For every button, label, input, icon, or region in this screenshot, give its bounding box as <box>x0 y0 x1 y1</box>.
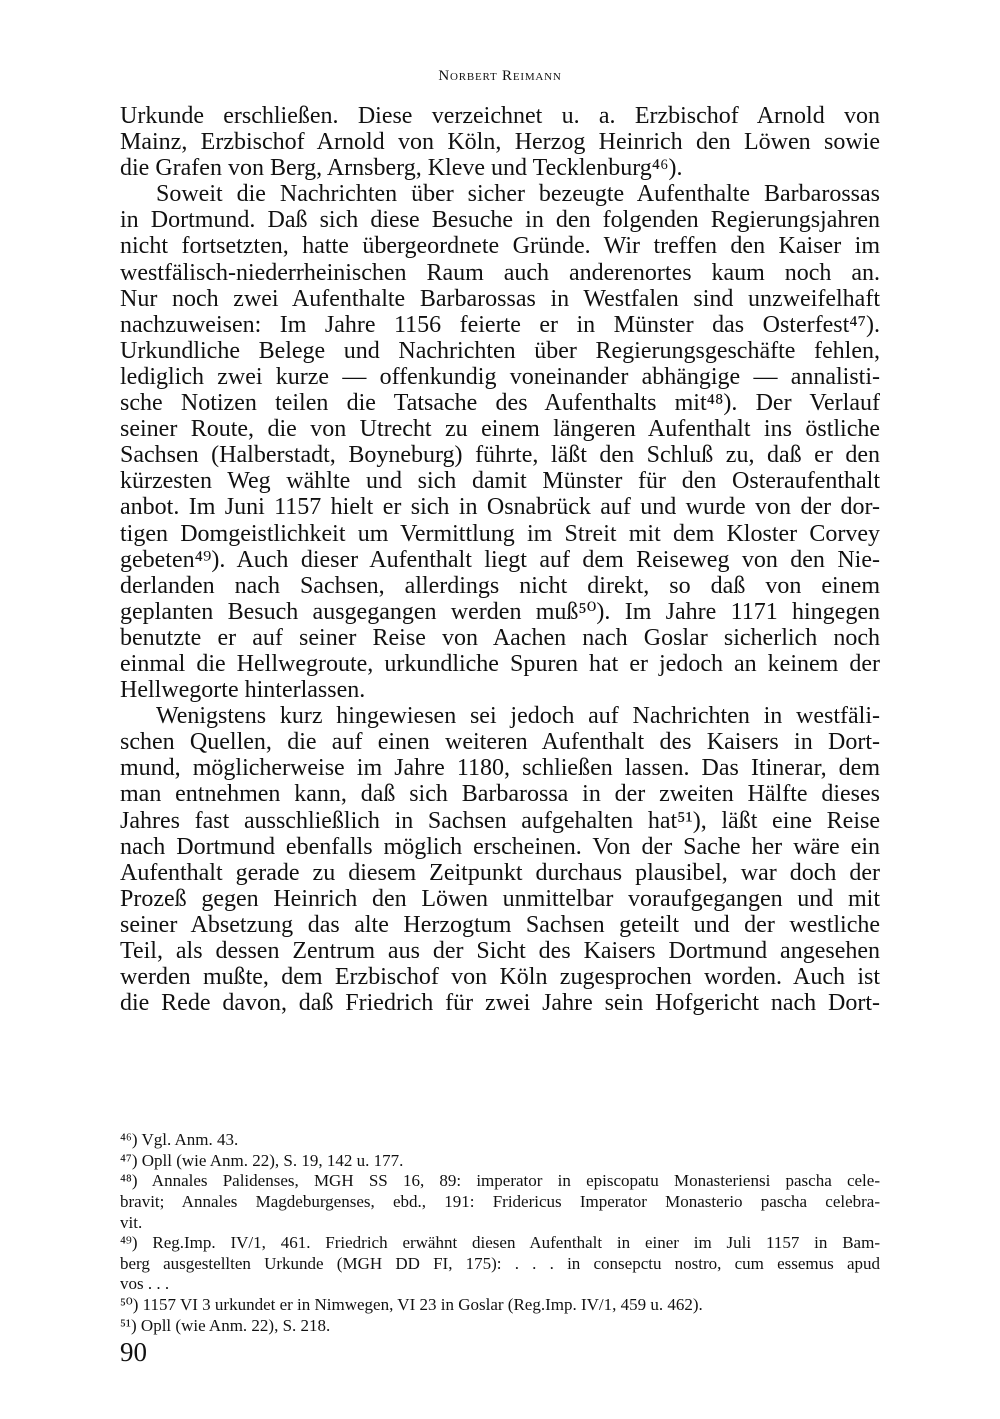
footnote: bravit; Annales Magdeburgenses, ebd., 191: Fridericus Imperator Monasterio pascha celebra- <box>120 1192 880 1212</box>
footnote: ⁴⁹) Reg.Imp. IV/1, 461. Friedrich erwähnt diesen Aufenthalt in einer im Juli 1157 in Bam- <box>120 1233 880 1253</box>
footnote: ⁴⁷) Opll (wie Anm. 22), S. 19, 142 u. 177. <box>120 1150 404 1170</box>
body-line: Jahres fast ausschließlich in Sachsen aufgehalten hat⁵¹), läßt eine Reise <box>120 807 880 834</box>
footnote: ⁴⁶) Vgl. Anm. 43. <box>120 1130 239 1150</box>
body-line: lediglich zwei kurze — offenkundig voneinander abhängige — annalisti- <box>120 363 880 390</box>
body-line: die Grafen von Berg, Arnsberg, Kleve und Tecklenburg⁴⁶). <box>120 155 683 182</box>
body-line: Soweit die Nachrichten über sicher bezeugte Aufenthalte Barbarossas <box>156 181 880 208</box>
footnote: berg ausgestellten Urkunde (MGH DD FI, 175): . . . in consepctu nostro, cum essemus apud <box>120 1253 880 1273</box>
body-line: nachzuweisen: Im Jahre 1156 feierte er in Münster das Osterfest⁴⁷). <box>120 311 880 338</box>
body-line: gebeten⁴⁹). Auch dieser Aufenthalt liegt auf dem Reiseweg von den Nie- <box>120 546 880 573</box>
body-line: werden mußte, dem Erzbischof von Köln zugesprochen worden. Auch ist <box>120 964 880 991</box>
body-line: Sachsen (Halberstadt, Boyneburg) führte, läßt den Schluß zu, daß er den <box>120 442 880 469</box>
body-line: schen Quellen, die auf einen weiteren Aufenthalt des Kaisers in Dort- <box>120 729 880 756</box>
body-line: einmal die Hellwegroute, urkundliche Spuren hat er jedoch an keinem der <box>120 650 880 677</box>
body-line: anbot. Im Juni 1157 hielt er sich in Osnabrück auf und wurde von der dor- <box>120 494 880 521</box>
body-line: nach Dortmund ebenfalls möglich erscheinen. Von der Sache her wäre ein <box>120 833 880 860</box>
body-text <box>120 103 880 1016</box>
body-line: seiner Absetzung das alte Herzogtum Sachsen geteilt und der westliche <box>120 911 880 938</box>
body-line: in Dortmund. Daß sich diese Besuche in den folgenden Regierungsjahren <box>120 207 880 234</box>
footnote: vos . . . <box>120 1274 170 1294</box>
footnote: ⁵⁰) 1157 VI 3 urkundet er in Nimwegen, VI 23 in Goslar (Reg.Imp. IV/1, 459 u. 462). <box>120 1295 703 1315</box>
page-number: 90 <box>120 1337 147 1367</box>
body-line: derlanden nach Sachsen, allerdings nicht direkt, so daß von einem <box>120 572 880 599</box>
body-line: tigen Domgeistlichkeit um Vermittlung im Streit mit dem Kloster Corvey <box>120 520 880 547</box>
body-line: Teil, als dessen Zentrum aus der Sicht des Kaisers Dortmund angesehen <box>120 938 880 964</box>
footnote: ⁵¹) Opll (wie Anm. 22), S. 218. <box>120 1315 331 1335</box>
body-line: benutzte er auf seiner Reise von Aachen nach Goslar sicherlich noch <box>120 624 880 651</box>
body-line: die Rede davon, daß Friedrich für zwei Jahre sein Hofgericht nach Dort- <box>120 990 880 1017</box>
body-line: kürzesten Weg wählte und sich damit Münster für den Osteraufenthalt <box>120 468 880 495</box>
body-line: Nur noch zwei Aufenthalte Barbarossas in Westfalen sind unzweifelhaft <box>120 285 880 312</box>
footnote: ⁴⁸) Annales Palidenses, MGH SS 16, 89: imperator in episcopatu Monasteriensi pascha cele- <box>120 1171 880 1191</box>
body-line: Aufenthalt gerade zu diesem Zeitpunkt durchaus plausibel, war doch der <box>120 859 880 886</box>
body-line: man entnehmen kann, daß sich Barbarossa in der zweiten Hälfte dieses <box>120 781 880 808</box>
body-line: nicht fortsetzten, hatte übergeordnete Gründe. Wir treffen den Kaiser im <box>120 233 880 260</box>
page-content <box>120 60 880 1336</box>
running-head: Norbert Reimann <box>438 68 562 84</box>
body-line: westfälisch-niederrheinischen Raum auch anderenortes kaum noch an. <box>120 259 880 286</box>
body-line: mund, möglicherweise im Jahre 1180, schließen lassen. Das Itinerar, dem <box>120 755 880 782</box>
body-line: Prozeß gegen Heinrich den Löwen unmittelbar voraufgegangen und mit <box>120 885 880 912</box>
body-line: Mainz, Erzbischof Arnold von Köln, Herzog Heinrich den Löwen sowie <box>120 129 880 156</box>
footnote: vit. <box>120 1212 143 1232</box>
body-line: seiner Route, die von Utrecht zu einem längeren Aufenthalt ins östliche <box>120 416 880 443</box>
body-line: Urkunde erschließen. Diese verzeichnet u. a. Erzbischof Arnold von <box>120 103 880 129</box>
footnotes <box>120 1130 880 1336</box>
body-line: geplanten Besuch ausgegangen werden muß⁵⁰). Im Jahre 1171 hingegen <box>120 598 880 625</box>
body-line: Wenigstens kurz hingewiesen sei jedoch auf Nachrichten in westfäli- <box>156 703 880 730</box>
body-line: Urkundliche Belege und Nachrichten über Regierungsgeschäfte fehlen, <box>120 337 880 364</box>
body-line: sche Notizen teilen die Tatsache des Aufenthalts mit⁴⁸). Der Verlauf <box>120 390 880 417</box>
body-line: Hellwegorte hinterlassen. <box>120 677 366 704</box>
